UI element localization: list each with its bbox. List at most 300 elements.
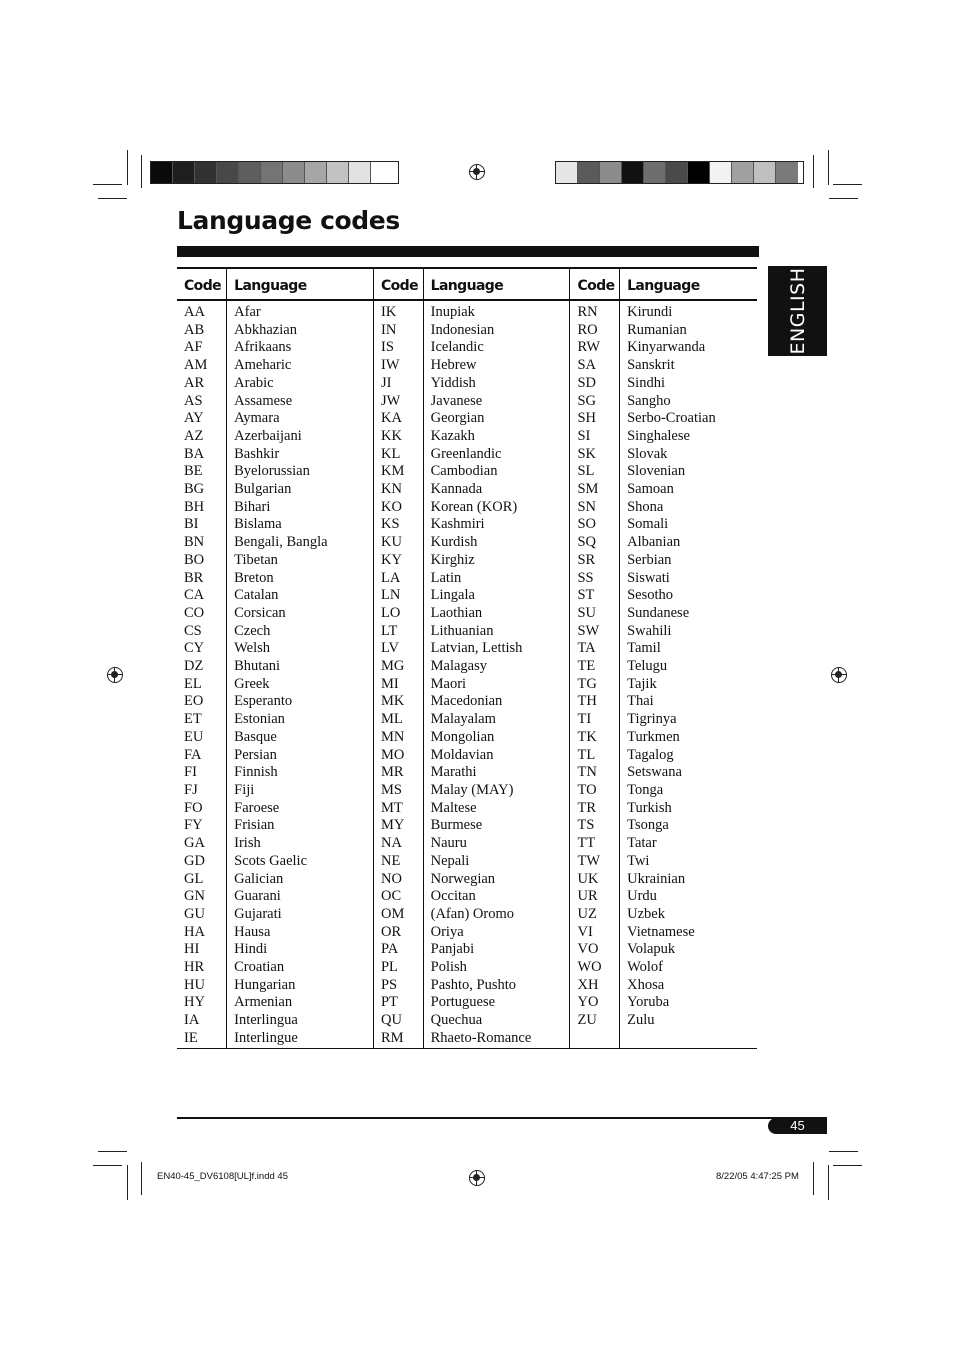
language-code: SW — [577, 622, 600, 639]
language-code: SK — [577, 445, 597, 462]
language-name: Quechua — [430, 1012, 483, 1029]
title-rule — [177, 246, 759, 257]
language-code: DZ — [184, 658, 204, 675]
language-name: Hindi — [234, 941, 268, 958]
language-side-tab — [768, 266, 827, 356]
language-name: Aymara — [234, 410, 280, 427]
language-code: BH — [184, 498, 205, 515]
language-name: Latin — [430, 569, 462, 586]
language-codes-table — [177, 267, 757, 1049]
language-code: NO — [380, 870, 402, 887]
language-code: GA — [184, 835, 205, 852]
language-code: TK — [577, 728, 597, 745]
language-code: SO — [577, 516, 597, 533]
language-name: Greenlandic — [430, 445, 502, 462]
language-code: AM — [184, 357, 208, 374]
language-name: Cambodian — [430, 463, 498, 480]
language-code: RM — [380, 1029, 404, 1046]
language-code: SA — [577, 357, 597, 374]
language-code: BO — [184, 551, 205, 568]
language-name: Irish — [234, 835, 261, 852]
language-name: Uzbek — [627, 905, 665, 922]
footer-rule — [177, 1117, 827, 1119]
language-code: KS — [380, 516, 400, 533]
language-name: Nepali — [430, 852, 470, 869]
language-code: TN — [577, 764, 597, 781]
language-code: PS — [380, 976, 398, 993]
language-code: FI — [184, 764, 197, 781]
language-name: Bhutani — [234, 658, 281, 675]
language-name: Wolof — [627, 959, 663, 976]
language-code: GD — [184, 852, 205, 869]
language-code: YO — [577, 994, 599, 1011]
language-code: ML — [380, 711, 403, 728]
language-code: BE — [184, 463, 203, 480]
language-code: MR — [380, 764, 404, 781]
language-code: CA — [184, 587, 205, 604]
language-name: Abkhazian — [234, 321, 297, 338]
page-title: Language codes — [177, 206, 400, 235]
language-name: Urdu — [627, 888, 657, 905]
language-name: Faroese — [234, 799, 280, 816]
language-name: Oriya — [430, 923, 464, 940]
language-code: AF — [184, 339, 203, 356]
language-name: Sangho — [627, 392, 671, 409]
color-swatch — [732, 162, 754, 183]
color-swatch — [305, 162, 327, 183]
language-code: MS — [380, 781, 402, 798]
language-name: Latvian, Lettish — [430, 640, 523, 657]
language-code: SR — [577, 551, 596, 568]
language-name: Siswati — [627, 569, 670, 586]
language-code: MI — [380, 675, 399, 692]
language-code: EO — [184, 693, 204, 710]
language-name: Maltese — [430, 799, 477, 816]
language-name: Armenian — [234, 994, 293, 1011]
language-name: Yoruba — [627, 994, 670, 1011]
color-swatch — [688, 162, 710, 183]
language-name: Bihari — [234, 498, 271, 515]
language-name: Turkish — [627, 799, 672, 816]
language-name: Afar — [234, 304, 261, 320]
language-code: TH — [577, 693, 597, 710]
language-name: Laothian — [430, 604, 483, 621]
color-swatch — [644, 162, 666, 183]
language-code: FA — [184, 746, 202, 763]
language-name: Tibetan — [234, 551, 278, 568]
color-swatch — [217, 162, 239, 183]
language-code: MK — [380, 693, 405, 710]
header-code: Code — [373, 268, 423, 300]
language-name: Xhosa — [627, 976, 665, 993]
language-code: EU — [184, 728, 204, 745]
language-name: Slovenian — [627, 463, 686, 480]
language-name: Afrikaans — [234, 339, 292, 356]
language-code: OM — [380, 905, 405, 922]
language-code: XH — [577, 976, 599, 993]
language-code: SD — [577, 374, 597, 391]
language-code: SG — [577, 392, 597, 409]
language-code: ST — [577, 587, 595, 604]
language-code: CY — [184, 640, 205, 657]
color-swatch — [754, 162, 776, 183]
language-name: Yiddish — [430, 374, 476, 391]
language-name: Thai — [627, 693, 654, 710]
language-code: IN — [380, 321, 397, 338]
language-name: Corsican — [234, 604, 286, 621]
language-name: Azerbaijani — [234, 427, 302, 444]
language-code: HR — [184, 959, 205, 976]
language-code: QU — [380, 1012, 402, 1029]
language-name: Assamese — [234, 392, 293, 409]
language-column — [227, 300, 374, 1048]
language-name: Tigrinya — [627, 711, 677, 728]
language-code: TO — [577, 781, 597, 798]
language-name: Croatian — [234, 959, 285, 976]
language-name: Estonian — [234, 711, 285, 728]
language-name: Tatar — [627, 835, 657, 852]
language-code: GN — [184, 888, 205, 905]
language-name: Malay (MAY) — [430, 781, 514, 798]
language-code: SI — [577, 427, 591, 444]
language-code: NE — [380, 852, 401, 869]
date-slug: 8/22/05 4:47:25 PM — [716, 1171, 799, 1182]
language-code: FJ — [184, 781, 198, 798]
language-code: GL — [184, 870, 204, 887]
language-column — [620, 300, 757, 1048]
language-code: PL — [380, 959, 398, 976]
language-name: Shona — [627, 498, 664, 515]
language-name: Swahili — [627, 622, 672, 639]
language-code: VO — [577, 941, 599, 958]
code-column — [177, 300, 227, 1048]
language-code: EL — [184, 675, 202, 692]
language-name: Bengali, Bangla — [234, 534, 328, 551]
language-name: Lithuanian — [430, 622, 494, 639]
crop-mark — [127, 1165, 128, 1200]
crop-mark — [141, 155, 142, 188]
color-swatch — [622, 162, 644, 183]
language-name: Malagasy — [430, 658, 487, 675]
crop-mark — [833, 1165, 862, 1166]
language-name: Setswana — [627, 764, 682, 781]
language-name: Twi — [627, 852, 650, 869]
language-name: Maori — [430, 675, 467, 692]
language-name: Serbo-Croatian — [627, 410, 716, 427]
language-name: Kirghiz — [430, 551, 475, 568]
language-name: Guarani — [234, 888, 281, 905]
language-code: KM — [380, 463, 405, 480]
header-code: Code — [177, 268, 227, 300]
language-code: IS — [380, 339, 394, 356]
language-column — [423, 300, 570, 1048]
code-column — [373, 300, 423, 1048]
color-swatch — [710, 162, 732, 183]
language-code: AY — [184, 410, 204, 427]
language-code: LV — [380, 640, 399, 657]
language-name: Georgian — [430, 410, 485, 427]
language-name: Polish — [430, 959, 467, 976]
language-name: Inupiak — [430, 304, 475, 320]
language-code: ET — [184, 711, 202, 728]
language-name: Sesotho — [627, 587, 674, 604]
language-code: SH — [577, 410, 597, 427]
language-code: MG — [380, 658, 405, 675]
language-name: Czech — [234, 622, 271, 639]
language-name: Turkmen — [627, 728, 680, 745]
language-name: Pashto, Pushto — [430, 976, 517, 993]
language-name: Basque — [234, 728, 277, 745]
language-code: BR — [184, 569, 204, 586]
color-swatch — [666, 162, 688, 183]
language-code: SQ — [577, 534, 597, 551]
language-code: BN — [184, 534, 205, 551]
color-swatch — [195, 162, 217, 183]
language-name: Hungarian — [234, 976, 296, 993]
language-code: LO — [380, 604, 401, 621]
header-language: Language — [227, 268, 374, 300]
language-code: IK — [380, 304, 397, 320]
language-code: NA — [380, 835, 402, 852]
language-code: AR — [184, 374, 205, 391]
language-name: Panjabi — [430, 941, 475, 958]
language-name: Fiji — [234, 781, 255, 798]
color-swatch — [578, 162, 600, 183]
crop-mark — [813, 155, 814, 188]
language-name: Interlingue — [234, 1029, 298, 1046]
crop-mark — [98, 198, 127, 199]
language-name: Norwegian — [430, 870, 496, 887]
language-code: OC — [380, 888, 402, 905]
language-name: Gujarati — [234, 905, 282, 922]
language-code: TL — [577, 746, 596, 763]
color-swatch — [600, 162, 622, 183]
language-code: MY — [380, 817, 405, 834]
language-name: Macedonian — [430, 693, 503, 710]
language-name: Scots Gaelic — [234, 852, 308, 869]
file-slug: EN40-45_DV6108[UL]f.indd 45 — [157, 1171, 288, 1182]
language-name: Mongolian — [430, 728, 495, 745]
language-name: Vietnamese — [627, 923, 695, 940]
language-name: Lingala — [430, 587, 475, 604]
language-name: Hebrew — [430, 357, 477, 374]
language-code: TW — [577, 852, 601, 869]
language-name: Galician — [234, 870, 284, 887]
header-language: Language — [620, 268, 757, 300]
language-name: Tonga — [627, 781, 664, 798]
language-code: TT — [577, 835, 596, 852]
crop-mark — [829, 198, 858, 199]
language-code: LT — [380, 622, 398, 639]
language-code: KY — [380, 551, 402, 568]
language-code: UK — [577, 870, 599, 887]
language-name: Icelandic — [430, 339, 484, 356]
language-code: RW — [577, 339, 601, 356]
registration-mark-icon — [469, 164, 485, 180]
language-name: Sanskrit — [627, 357, 675, 374]
language-code: KN — [380, 481, 402, 498]
language-name: Frisian — [234, 817, 275, 834]
language-name: Somali — [627, 516, 669, 533]
language-name: Persian — [234, 746, 277, 763]
language-name: Rhaeto-Romance — [430, 1029, 532, 1046]
language-name: Catalan — [234, 587, 279, 604]
language-code: TR — [577, 799, 596, 816]
side-tab-label: ENGLISH — [786, 267, 809, 355]
language-name: Welsh — [234, 640, 271, 657]
language-code: TA — [577, 640, 596, 657]
language-code: CO — [184, 604, 205, 621]
color-calibration-bar-right — [555, 161, 804, 184]
crop-mark — [98, 1151, 127, 1152]
header-code: Code — [570, 268, 620, 300]
language-code: HI — [184, 941, 200, 958]
language-name: Indonesian — [430, 321, 495, 338]
language-name: Volapuk — [627, 941, 676, 958]
language-name: Arabic — [234, 374, 274, 391]
language-name: Kashmiri — [430, 516, 485, 533]
language-name: Rumanian — [627, 321, 687, 338]
crop-mark — [813, 1162, 814, 1195]
language-name: Javanese — [430, 392, 483, 409]
color-swatch — [371, 162, 393, 183]
crop-mark — [828, 150, 829, 185]
language-code: MO — [380, 746, 405, 763]
language-name: Bashkir — [234, 445, 280, 462]
language-name: Zulu — [627, 1012, 655, 1029]
language-code: FO — [184, 799, 203, 816]
language-code: SN — [577, 498, 597, 515]
language-name: Ukrainian — [627, 870, 686, 887]
language-name: Tajik — [627, 675, 657, 692]
crop-mark — [829, 1151, 858, 1152]
language-code: KK — [380, 427, 402, 444]
language-name: Interlingua — [234, 1012, 298, 1029]
language-code: VI — [577, 923, 593, 940]
language-name: Albanian — [627, 534, 681, 551]
language-name: Nauru — [430, 835, 467, 852]
registration-mark-icon — [469, 1170, 485, 1186]
language-code: SM — [577, 481, 599, 498]
language-code: UZ — [577, 905, 597, 922]
language-name: Bulgarian — [234, 481, 292, 498]
language-name: Sundanese — [627, 604, 690, 621]
language-name: Esperanto — [234, 693, 293, 710]
language-name: Kinyarwanda — [627, 339, 706, 356]
crop-mark — [141, 1162, 142, 1195]
code-column — [570, 300, 620, 1048]
language-name: Samoan — [627, 481, 674, 498]
language-code: TE — [577, 658, 596, 675]
language-code: ZU — [577, 1012, 597, 1029]
language-code: AA — [184, 304, 205, 320]
language-code: MT — [380, 799, 403, 816]
language-code: TI — [577, 711, 592, 728]
language-name: Tamil — [627, 640, 661, 657]
color-swatch — [283, 162, 305, 183]
language-code: BI — [184, 516, 199, 533]
language-name: (Afan) Oromo — [430, 905, 514, 922]
color-swatch — [151, 162, 173, 183]
language-code: KU — [380, 534, 402, 551]
language-name: Singhalese — [627, 427, 690, 444]
language-code: KO — [380, 498, 402, 515]
color-swatch — [776, 162, 798, 183]
language-name: Kazakh — [430, 427, 475, 444]
color-swatch — [239, 162, 261, 183]
language-code: KA — [380, 410, 402, 427]
language-name: Kannada — [430, 481, 483, 498]
language-name: Bislama — [234, 516, 282, 533]
language-name: Occitan — [430, 888, 476, 905]
language-code: FY — [184, 817, 203, 834]
language-code: HU — [184, 976, 205, 993]
crop-mark — [833, 184, 862, 185]
language-name: Ameharic — [234, 357, 292, 374]
language-name: Sindhi — [627, 374, 665, 391]
language-name: Malayalam — [430, 711, 496, 728]
language-code: GU — [184, 905, 205, 922]
language-code: LN — [380, 587, 401, 604]
language-code: SS — [577, 569, 594, 586]
language-name: Slovak — [627, 445, 668, 462]
language-code: CS — [184, 622, 202, 639]
language-code: JW — [380, 392, 401, 409]
crop-mark — [93, 1165, 122, 1166]
language-code: HY — [184, 994, 205, 1011]
header-language: Language — [423, 268, 570, 300]
language-code: SU — [577, 604, 597, 621]
language-code: AS — [184, 392, 203, 409]
language-code: IE — [184, 1029, 198, 1046]
language-name: Serbian — [627, 551, 672, 568]
language-code: PA — [380, 941, 399, 958]
language-name: Moldavian — [430, 746, 494, 763]
color-swatch — [556, 162, 578, 183]
language-code: TS — [577, 817, 595, 834]
color-swatch — [173, 162, 195, 183]
language-code: UR — [577, 888, 598, 905]
language-code: TG — [577, 675, 597, 692]
language-name: Marathi — [430, 764, 477, 781]
language-name: Breton — [234, 569, 274, 586]
color-swatch — [261, 162, 283, 183]
language-name: Hausa — [234, 923, 271, 940]
language-name: Kurdish — [430, 534, 478, 551]
crop-mark — [127, 150, 128, 185]
language-name: Korean (KOR) — [430, 498, 518, 515]
language-code: KL — [380, 445, 401, 462]
language-name: Tagalog — [627, 746, 674, 763]
language-name: Portuguese — [430, 994, 496, 1011]
language-code: BG — [184, 481, 205, 498]
language-name: Telugu — [627, 658, 668, 675]
crop-mark — [828, 1165, 829, 1200]
language-code: RN — [577, 304, 598, 320]
language-code: IA — [184, 1012, 200, 1029]
registration-mark-icon — [107, 667, 123, 683]
color-swatch — [327, 162, 349, 183]
language-name: Finnish — [234, 764, 278, 781]
language-code: HA — [184, 923, 205, 940]
language-code: LA — [380, 569, 401, 586]
language-name: Byelorussian — [234, 463, 310, 480]
language-code: PT — [380, 994, 398, 1011]
language-name: Kirundi — [627, 304, 673, 320]
table-header-row — [177, 268, 757, 300]
language-name: Burmese — [430, 817, 483, 834]
language-code: BA — [184, 445, 205, 462]
